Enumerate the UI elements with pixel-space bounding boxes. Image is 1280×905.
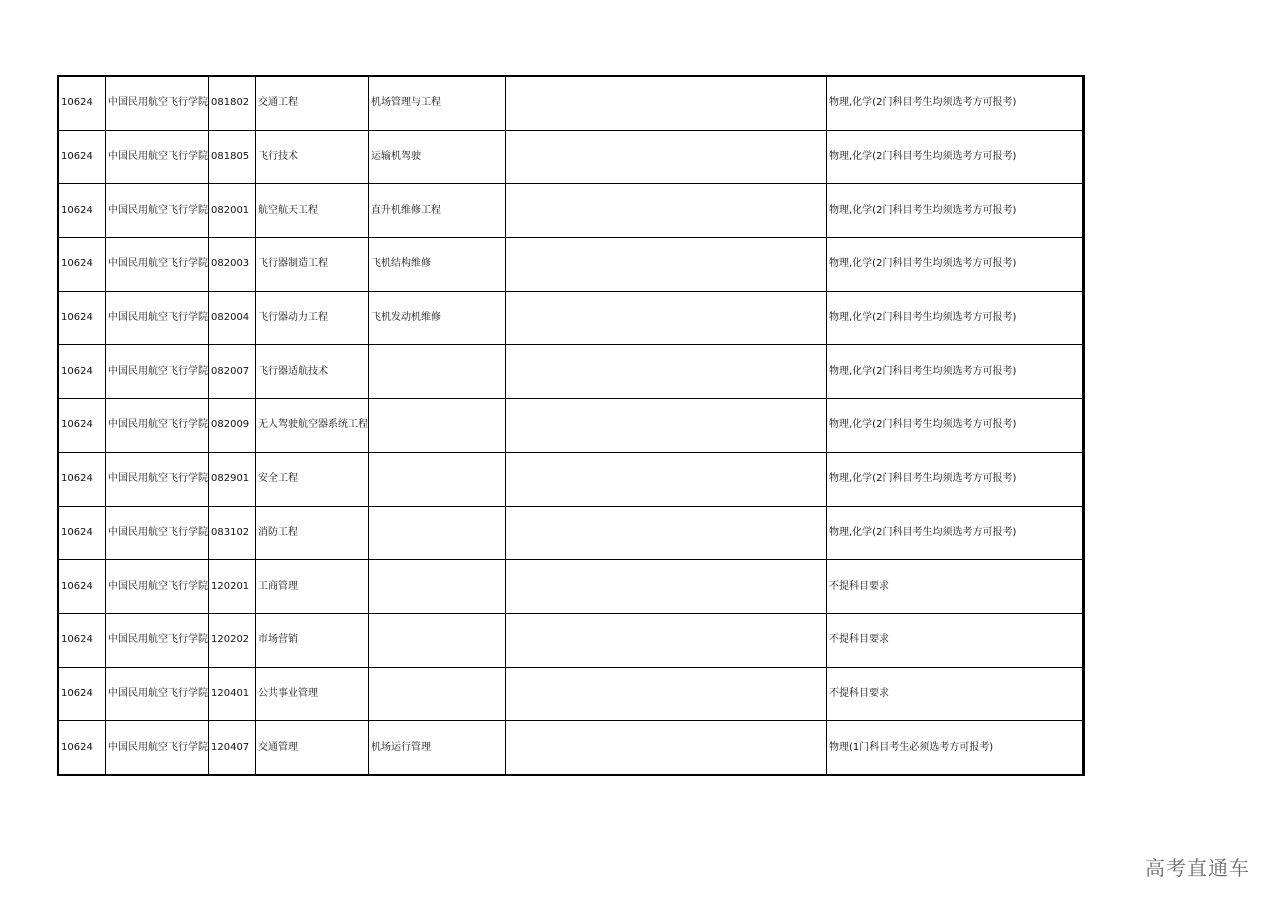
- table-row: [59, 399, 1083, 453]
- major-code-cell: 081805: [209, 130, 256, 184]
- school-code-cell: 10624: [59, 452, 106, 506]
- watermark-text: 高考直通车: [1145, 856, 1250, 880]
- school-name-cell: 中国民用航空飞行学院: [106, 291, 209, 345]
- school-name-cell: 中国民用航空飞行学院: [106, 560, 209, 614]
- school-code-cell: 10624: [59, 184, 106, 238]
- subject-requirement-cell: 不提科目要求: [827, 667, 1083, 721]
- subject-requirement-cell: 物理,化学(2门科目考生均须选考方可报考): [827, 184, 1083, 238]
- major-direction-cell: 飞机发动机维修: [369, 291, 506, 345]
- school-code-cell: 10624: [59, 667, 106, 721]
- subject-requirement-cell: 物理,化学(2门科目考生均须选考方可报考): [827, 506, 1083, 560]
- table-row: [59, 184, 1083, 238]
- table-row: [59, 345, 1083, 399]
- school-code-cell: 10624: [59, 721, 106, 775]
- major-direction-cell: 机场运行管理: [369, 721, 506, 775]
- table-row: [59, 130, 1083, 184]
- blank-cell: [506, 613, 827, 667]
- major-direction-cell: 运输机驾驶: [369, 130, 506, 184]
- table-row: [59, 291, 1083, 345]
- major-code-cell: 082001: [209, 184, 256, 238]
- school-code-cell: 10624: [59, 238, 106, 292]
- subject-requirement-cell: 物理,化学(2门科目考生均须选考方可报考): [827, 452, 1083, 506]
- school-name-cell: 中国民用航空飞行学院: [106, 77, 209, 131]
- table-row: [59, 721, 1083, 775]
- major-code-cell: 120201: [209, 560, 256, 614]
- subject-requirement-cell: 不提科目要求: [827, 613, 1083, 667]
- blank-cell: [506, 667, 827, 721]
- school-code-cell: 10624: [59, 291, 106, 345]
- major-direction-cell: [369, 399, 506, 453]
- table-row: [59, 613, 1083, 667]
- blank-cell: [506, 130, 827, 184]
- blank-cell: [506, 345, 827, 399]
- school-name-cell: 中国民用航空飞行学院: [106, 667, 209, 721]
- major-code-cell: 082901: [209, 452, 256, 506]
- school-code-cell: 10624: [59, 399, 106, 453]
- table-row: [59, 238, 1083, 292]
- subject-requirement-cell: 物理(1门科目考生必须选考方可报考): [827, 721, 1083, 775]
- school-code-cell: 10624: [59, 77, 106, 131]
- school-name-cell: 中国民用航空飞行学院: [106, 452, 209, 506]
- major-name-cell: 飞行器动力工程: [256, 291, 369, 345]
- school-code-cell: 10624: [59, 560, 106, 614]
- blank-cell: [506, 506, 827, 560]
- school-code-cell: 10624: [59, 613, 106, 667]
- major-name-cell: 安全工程: [256, 452, 369, 506]
- blank-cell: [506, 291, 827, 345]
- table-row: [59, 560, 1083, 614]
- school-name-cell: 中国民用航空飞行学院: [106, 184, 209, 238]
- major-direction-cell: [369, 452, 506, 506]
- major-direction-cell: 飞机结构维修: [369, 238, 506, 292]
- subject-requirement-cell: 物理,化学(2门科目考生均须选考方可报考): [827, 399, 1083, 453]
- major-direction-cell: 机场管理与工程: [369, 77, 506, 131]
- major-name-cell: 飞行器适航技术: [256, 345, 369, 399]
- major-code-cell: 081802: [209, 77, 256, 131]
- blank-cell: [506, 452, 827, 506]
- table-row: [59, 452, 1083, 506]
- subject-requirements-table: [58, 76, 1083, 775]
- major-name-cell: 航空航天工程: [256, 184, 369, 238]
- school-name-cell: 中国民用航空飞行学院: [106, 130, 209, 184]
- major-name-cell: 交通管理: [256, 721, 369, 775]
- school-code-cell: 10624: [59, 130, 106, 184]
- subject-requirement-cell: 物理,化学(2门科目考生均须选考方可报考): [827, 77, 1083, 131]
- school-name-cell: 中国民用航空飞行学院: [106, 613, 209, 667]
- major-name-cell: 公共事业管理: [256, 667, 369, 721]
- major-direction-cell: [369, 345, 506, 399]
- major-code-cell: 082009: [209, 399, 256, 453]
- major-direction-cell: [369, 613, 506, 667]
- blank-cell: [506, 721, 827, 775]
- subject-requirement-cell: 不提科目要求: [827, 560, 1083, 614]
- major-code-cell: 082004: [209, 291, 256, 345]
- blank-cell: [506, 184, 827, 238]
- blank-cell: [506, 399, 827, 453]
- major-code-cell: 083102: [209, 506, 256, 560]
- major-code-cell: 120407: [209, 721, 256, 775]
- subject-requirement-cell: 物理,化学(2门科目考生均须选考方可报考): [827, 345, 1083, 399]
- blank-cell: [506, 77, 827, 131]
- table-row: [59, 506, 1083, 560]
- major-name-cell: 飞行技术: [256, 130, 369, 184]
- school-code-cell: 10624: [59, 345, 106, 399]
- school-name-cell: 中国民用航空飞行学院: [106, 399, 209, 453]
- major-name-cell: 工商管理: [256, 560, 369, 614]
- major-code-cell: 082003: [209, 238, 256, 292]
- major-direction-cell: [369, 560, 506, 614]
- blank-cell: [506, 560, 827, 614]
- table-row: [59, 77, 1083, 131]
- blank-cell: [506, 238, 827, 292]
- major-direction-cell: 直升机维修工程: [369, 184, 506, 238]
- major-name-cell: 交通工程: [256, 77, 369, 131]
- major-direction-cell: [369, 506, 506, 560]
- major-name-cell: 无人驾驶航空器系统工程: [256, 399, 369, 453]
- major-code-cell: 120401: [209, 667, 256, 721]
- table-row: [59, 667, 1083, 721]
- school-name-cell: 中国民用航空飞行学院: [106, 721, 209, 775]
- major-code-cell: 120202: [209, 613, 256, 667]
- school-name-cell: 中国民用航空飞行学院: [106, 506, 209, 560]
- subject-requirement-cell: 物理,化学(2门科目考生均须选考方可报考): [827, 238, 1083, 292]
- major-code-cell: 082007: [209, 345, 256, 399]
- major-name-cell: 市场营销: [256, 613, 369, 667]
- major-name-cell: 飞行器制造工程: [256, 238, 369, 292]
- school-name-cell: 中国民用航空飞行学院: [106, 238, 209, 292]
- major-direction-cell: [369, 667, 506, 721]
- school-name-cell: 中国民用航空飞行学院: [106, 345, 209, 399]
- major-name-cell: 消防工程: [256, 506, 369, 560]
- subject-requirement-cell: 物理,化学(2门科目考生均须选考方可报考): [827, 291, 1083, 345]
- school-code-cell: 10624: [59, 506, 106, 560]
- subject-requirement-cell: 物理,化学(2门科目考生均须选考方可报考): [827, 130, 1083, 184]
